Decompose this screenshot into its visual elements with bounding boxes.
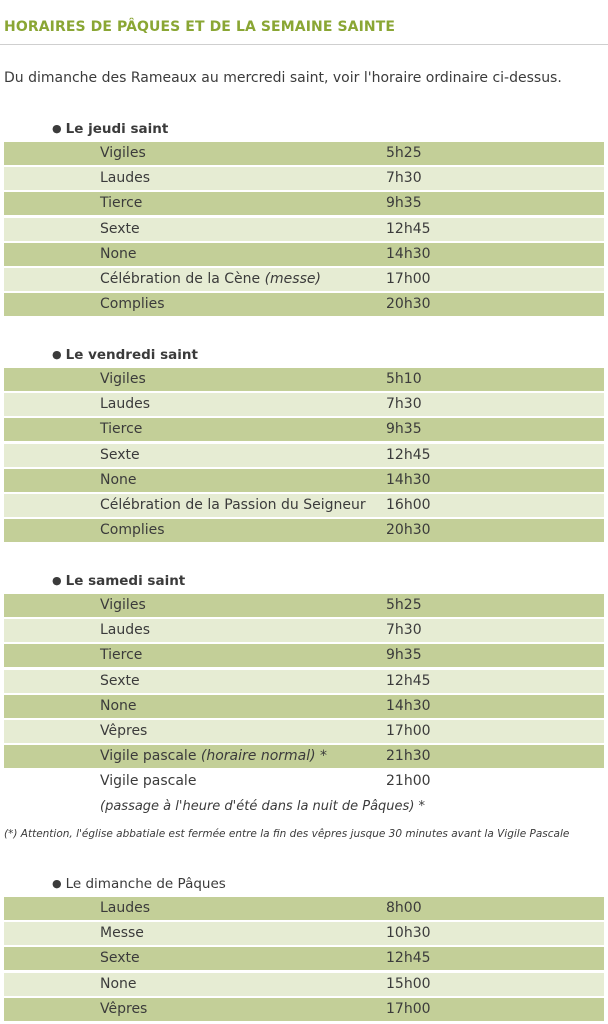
office-name: None	[100, 471, 137, 488]
office-time: 20h30	[386, 296, 431, 313]
office-name: Messe	[100, 925, 144, 942]
office-name: Laudes	[100, 170, 151, 187]
office-time: 5h10	[386, 371, 422, 387]
office-name: Vigiles	[100, 145, 146, 161]
office-time: 12h45	[386, 220, 431, 237]
footnote: (*) Attention, l'église abbatiale est fermée entre la fin des vêpres jusque 30 minutes avant la Vigile Pascale	[4, 828, 570, 840]
office-name: Tierce	[100, 647, 143, 664]
table-row	[4, 393, 604, 416]
table-row	[4, 167, 604, 190]
office-time: 12h45	[386, 672, 431, 689]
bullet-icon: ●	[52, 348, 62, 361]
office-name: Tierce	[100, 421, 143, 438]
office-name: Vigile pascale	[100, 773, 197, 790]
office-time: 5h25	[386, 145, 422, 161]
table-row	[4, 897, 604, 920]
office-time: 7h30	[386, 396, 422, 413]
table-row	[4, 268, 604, 291]
table-row	[4, 770, 604, 793]
table-row	[4, 720, 604, 743]
office-name: None	[100, 245, 137, 262]
schedule-table	[4, 594, 604, 796]
office-time: 9h35	[386, 195, 422, 212]
office-name: Sexte	[100, 950, 140, 967]
office-time: 16h00	[386, 496, 431, 513]
office-time: 17h00	[386, 270, 431, 287]
office-time: 14h30	[386, 245, 431, 262]
table-row	[4, 619, 604, 642]
table-row	[4, 745, 604, 768]
section-heading: ● Le vendredi saint	[52, 347, 198, 363]
office-time: 9h35	[386, 421, 422, 438]
table-row	[4, 243, 604, 266]
section-heading: ● Le dimanche de Pâques	[52, 876, 226, 892]
office-time: 14h30	[386, 697, 431, 714]
office-time: 14h30	[386, 471, 431, 488]
office-name: Sexte	[100, 446, 140, 463]
table-row	[4, 444, 604, 467]
section-heading: ● Le samedi saint	[52, 573, 186, 589]
office-name: Vigiles	[100, 371, 146, 387]
office-time: 7h30	[386, 170, 422, 187]
office-name: None	[100, 697, 137, 714]
office-name: Célébration de la Cène (messe)	[100, 270, 321, 287]
office-time: 8h00	[386, 900, 422, 916]
page-title: HORAIRES DE PÂQUES ET DE LA SEMAINE SAINTE	[4, 19, 396, 35]
bullet-icon: ●	[52, 122, 62, 135]
office-time: 5h25	[386, 597, 422, 613]
office-name: Laudes	[100, 396, 151, 413]
office-name: None	[100, 975, 137, 992]
office-name: Sexte	[100, 672, 140, 689]
office-name: Vigile pascale (horaire normal) *	[100, 748, 328, 765]
office-name: Tierce	[100, 195, 143, 212]
office-time: 9h35	[386, 647, 422, 664]
section-heading: ● Le jeudi saint	[52, 121, 169, 137]
intro-text: Du dimanche des Rameaux au mercredi saint, voir l'horaire ordinaire ci-dessus.	[4, 70, 562, 86]
schedule-table	[4, 368, 604, 544]
bullet-icon: ●	[52, 574, 62, 587]
table-row	[4, 594, 604, 617]
office-name: Vêpres	[100, 722, 148, 739]
office-time: 12h45	[386, 950, 431, 967]
dst-note: (passage à l'heure d'été dans la nuit de Pâques) *	[100, 799, 426, 814]
office-time: 7h30	[386, 622, 422, 639]
office-name: Complies	[100, 522, 165, 539]
office-time: 10h30	[386, 925, 431, 942]
office-name: Complies	[100, 296, 165, 313]
table-row	[4, 922, 604, 945]
office-time: 17h00	[386, 1000, 431, 1017]
table-row	[4, 947, 604, 970]
table-row	[4, 469, 604, 492]
office-name: Laudes	[100, 900, 151, 916]
office-time: 15h00	[386, 975, 431, 992]
table-row	[4, 192, 604, 215]
table-row	[4, 973, 604, 996]
table-row	[4, 368, 604, 391]
table-row	[4, 494, 604, 517]
table-row	[4, 670, 604, 693]
office-time: 12h45	[386, 446, 431, 463]
schedule-table	[4, 142, 604, 318]
office-note: (horaire normal) *	[200, 748, 328, 765]
title-divider	[0, 44, 608, 45]
table-row	[4, 695, 604, 718]
office-time: 21h30	[386, 748, 431, 765]
office-name: Sexte	[100, 220, 140, 237]
table-row	[4, 418, 604, 441]
table-row	[4, 142, 604, 165]
schedule-table	[4, 897, 604, 1023]
office-name: Laudes	[100, 622, 151, 639]
table-row	[4, 998, 604, 1021]
bullet-icon: ●	[52, 877, 62, 890]
office-time: 17h00	[386, 722, 431, 739]
office-name: Vêpres	[100, 1000, 148, 1017]
office-time: 20h30	[386, 522, 431, 539]
table-row	[4, 519, 604, 542]
table-row	[4, 293, 604, 316]
office-name: Vigiles	[100, 597, 146, 613]
table-row	[4, 644, 604, 667]
office-note: (messe)	[264, 270, 321, 287]
table-row	[4, 218, 604, 241]
office-name: Célébration de la Passion du Seigneur	[100, 496, 366, 513]
office-time: 21h00	[386, 773, 431, 790]
